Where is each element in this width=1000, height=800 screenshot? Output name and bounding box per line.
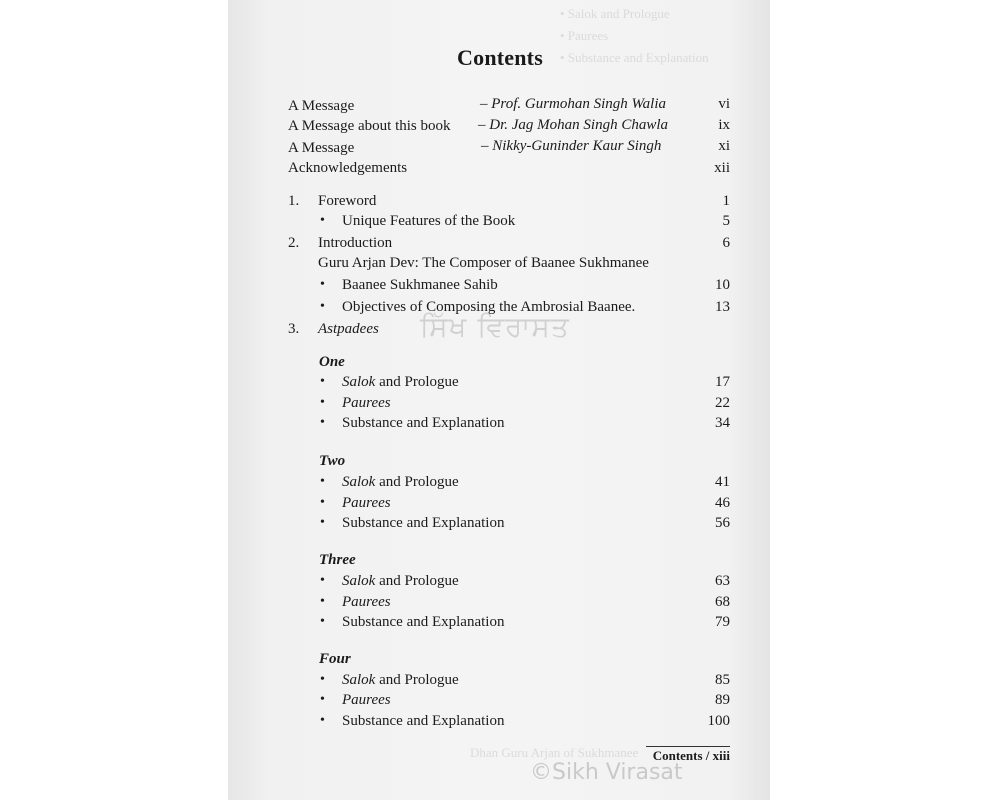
toc-entry-label: Guru Arjan Dev: The Composer of Baanee Sukhmanee xyxy=(318,255,649,271)
footer-rule xyxy=(646,746,730,747)
toc-entry-italic: Salok xyxy=(342,573,376,589)
toc-entry-label: Introduction xyxy=(318,235,393,251)
toc-entry-page: 46 xyxy=(715,495,730,511)
toc-entry-author: – Prof. Gurmohan Singh Walia xyxy=(480,96,666,112)
toc-entry-label xyxy=(342,671,459,689)
toc-entry-page: 1 xyxy=(722,193,730,209)
bullet: • xyxy=(320,277,325,292)
bullet: • xyxy=(320,594,325,609)
toc-entry-page: 89 xyxy=(715,692,730,708)
toc-entry-author: – Nikky-Guninder Kaur Singh xyxy=(481,138,662,154)
bullet: • xyxy=(320,495,325,510)
toc-entry-page: 10 xyxy=(715,277,730,293)
toc-number: 2. xyxy=(288,235,300,251)
toc-entry-page: 34 xyxy=(715,415,730,431)
toc-entry-label xyxy=(342,691,391,709)
toc-entry-label xyxy=(342,593,391,611)
bleed-through-text: • Substance and Explanation xyxy=(560,50,709,65)
toc-entry-page: 13 xyxy=(715,299,730,315)
toc-entry-label xyxy=(342,712,504,730)
toc-entry-page: 63 xyxy=(715,573,730,589)
toc-entry-label: Objectives of Composing the Ambrosial Baanee. xyxy=(342,299,636,315)
toc-entry-rest: Substance and Explanation xyxy=(342,415,505,431)
toc-entry-page: 100 xyxy=(707,713,730,729)
toc-entry-rest: and Prologue xyxy=(375,672,459,688)
page-title: Contents xyxy=(457,45,543,70)
bleed-through-text: Dhan Guru Arjan of Sukhmanee xyxy=(470,745,639,760)
toc-entry-page: 68 xyxy=(715,594,730,610)
toc-entry-italic: Salok xyxy=(342,672,376,688)
toc-entry-italic: Paurees xyxy=(342,594,391,610)
toc-entry-rest: Substance and Explanation xyxy=(342,515,505,531)
toc-entry-label xyxy=(342,394,391,412)
toc-number: 3. xyxy=(288,321,300,337)
toc-entry-label xyxy=(342,373,459,391)
bullet: • xyxy=(320,672,325,687)
toc-entry-label: A Message about this book xyxy=(288,118,451,134)
bullet: • xyxy=(320,395,325,410)
toc-entry-rest: Substance and Explanation xyxy=(342,614,505,630)
copyright-watermark: ©Sikh Virasat xyxy=(530,760,683,785)
bleed-through-text: • Paurees xyxy=(560,28,609,43)
toc-entry-label xyxy=(342,514,504,532)
astpadee-heading: Two xyxy=(319,453,346,469)
toc-entry-rest: and Prologue xyxy=(375,573,459,589)
toc-entry-page: xii xyxy=(714,160,730,176)
toc-entry-rest: Substance and Explanation xyxy=(342,713,505,729)
toc-entry-label: Acknowledgements xyxy=(288,160,408,176)
toc-entry-italic: Salok xyxy=(342,474,376,490)
bullet: • xyxy=(320,692,325,707)
watermark-text: ਸਿੱਖ ਵਿਰਾਸਤ xyxy=(420,310,570,343)
bullet: • xyxy=(320,415,325,430)
toc-entry-italic: Salok xyxy=(342,374,376,390)
toc-entry-page: ix xyxy=(718,117,730,133)
toc-entry-label: Astpadees xyxy=(318,321,379,337)
toc-entry-label xyxy=(342,572,459,590)
toc-entry-page: 85 xyxy=(715,672,730,688)
toc-entry-label: Unique Features of the Book xyxy=(342,213,516,229)
toc-entry-page: xi xyxy=(718,138,730,154)
toc-entry-page: 41 xyxy=(715,474,730,490)
toc-entry-label xyxy=(342,414,504,432)
toc-entry-page: vi xyxy=(718,96,730,112)
toc-entry-label: Foreword xyxy=(318,193,377,209)
toc-entry-italic: Paurees xyxy=(342,395,391,411)
toc-entry-author: – Dr. Jag Mohan Singh Chawla xyxy=(478,117,669,133)
toc-entry-rest: and Prologue xyxy=(375,374,459,390)
toc-entry-label xyxy=(342,613,504,631)
toc-entry-page: 22 xyxy=(715,395,730,411)
bullet: • xyxy=(320,213,325,228)
bullet: • xyxy=(320,374,325,389)
bleed-through-text: • Salok and Prologue xyxy=(560,6,670,21)
bullet: • xyxy=(320,614,325,629)
toc-entry-page: 79 xyxy=(715,614,730,630)
bullet: • xyxy=(320,713,325,728)
bullet: • xyxy=(320,474,325,489)
toc-entry-rest: and Prologue xyxy=(375,474,459,490)
toc-entry-page: 6 xyxy=(722,235,730,251)
toc-entry-label: A Message xyxy=(288,140,355,156)
toc-entry-italic: Paurees xyxy=(342,495,391,511)
toc-entry-page: 5 xyxy=(722,213,730,229)
toc-entry-page: 17 xyxy=(715,374,730,390)
toc-entry-italic: Paurees xyxy=(342,692,391,708)
astpadee-heading: Three xyxy=(319,552,356,568)
bullet: • xyxy=(320,515,325,530)
toc-entry-label xyxy=(342,494,391,512)
toc-entry-label xyxy=(342,473,459,491)
toc-entry-page: 56 xyxy=(715,515,730,531)
bullet: • xyxy=(320,573,325,588)
astpadee-heading: Four xyxy=(319,651,351,667)
toc-entry-label: Baanee Sukhmanee Sahib xyxy=(342,277,498,293)
astpadee-heading: One xyxy=(319,354,345,370)
toc-entry-label: A Message xyxy=(288,98,355,114)
toc-number: 1. xyxy=(288,193,300,209)
page-footer: Contents / xiii xyxy=(652,748,730,763)
bullet: • xyxy=(320,299,325,314)
